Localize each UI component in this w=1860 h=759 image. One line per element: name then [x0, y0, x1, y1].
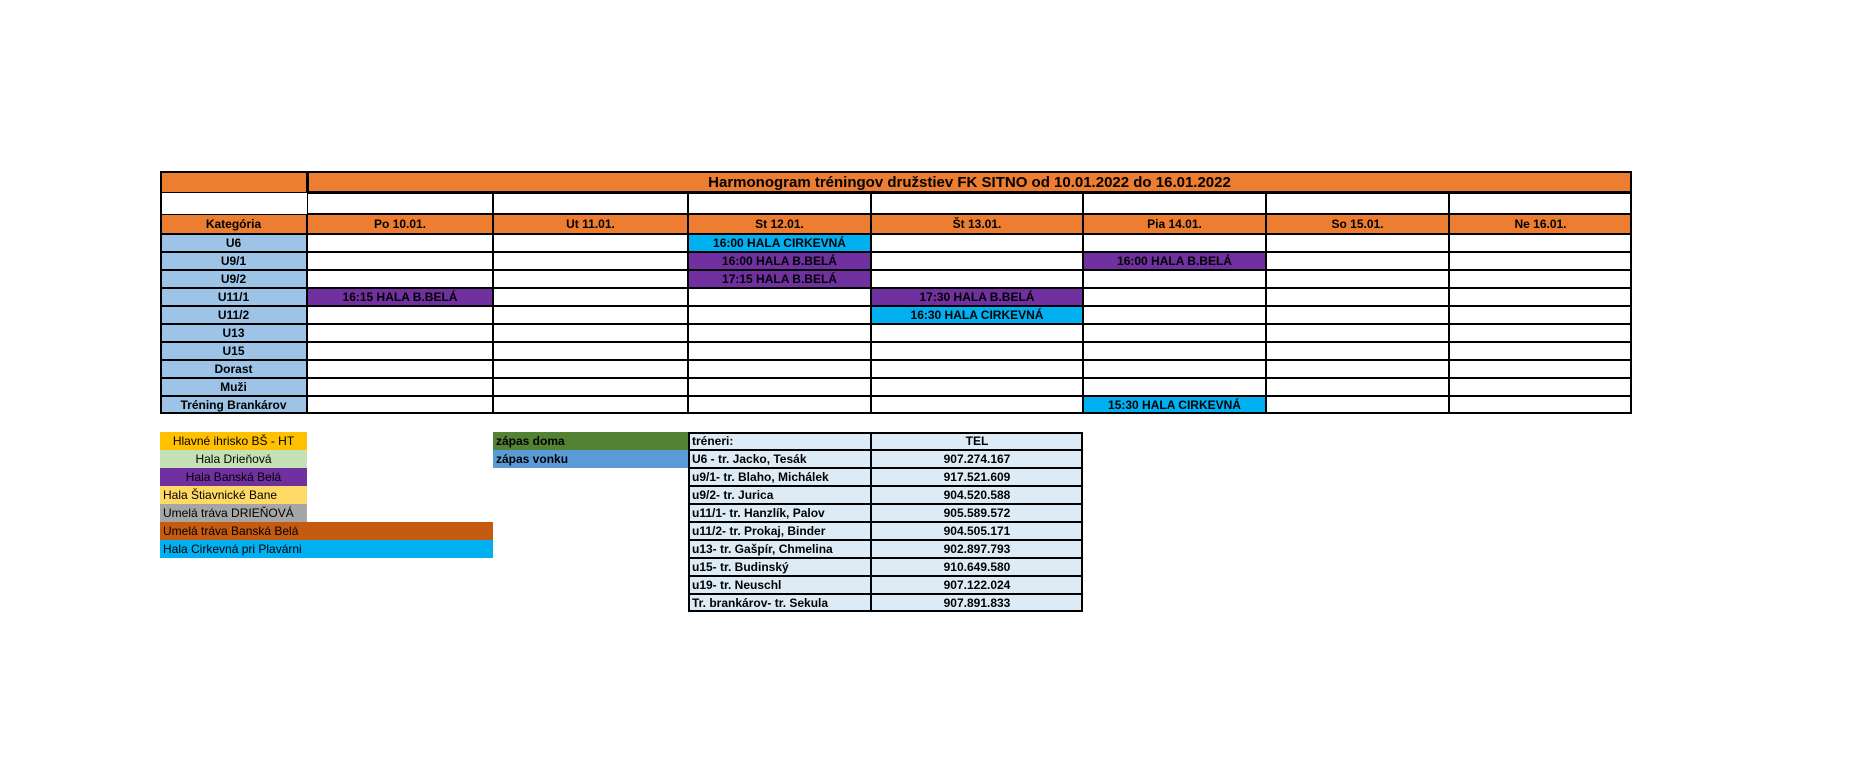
blank-cell — [1449, 193, 1632, 214]
schedule-cell — [307, 270, 493, 288]
trainer-phone: 907.891.833 — [871, 594, 1083, 612]
schedule-cell — [1449, 342, 1632, 360]
venue-legend-item: Hlavné ihrisko BŠ - HT — [160, 432, 307, 450]
schedule-cell — [493, 234, 688, 252]
schedule-cell — [1449, 360, 1632, 378]
schedule-cell — [307, 306, 493, 324]
trainers-header: tréneri: — [688, 432, 871, 450]
schedule-cell — [1083, 234, 1266, 252]
schedule-cell — [871, 324, 1083, 342]
schedule-cell — [688, 360, 871, 378]
schedule-cell — [1266, 360, 1449, 378]
venue-legend-item: Hala Banská Belá — [160, 468, 307, 486]
schedule-cell — [1266, 234, 1449, 252]
trainer-name: u13- tr. Gašpír, Chmelina — [688, 540, 871, 558]
blank-cell — [160, 193, 307, 214]
schedule-cell — [307, 342, 493, 360]
schedule-cell — [1266, 378, 1449, 396]
blank-cell — [307, 193, 493, 214]
schedule-cell — [1266, 396, 1449, 414]
schedule-cell — [688, 396, 871, 414]
schedule-cell — [1449, 378, 1632, 396]
category-cell: Dorast — [160, 360, 307, 378]
training-slot: 16:00 HALA B.BELÁ — [688, 252, 871, 270]
category-cell: U9/1 — [160, 252, 307, 270]
venue-legend-item: Hala Štiavnické Bane — [160, 486, 307, 504]
training-slot: 16:00 HALA CIRKEVNÁ — [688, 234, 871, 252]
tel-header: TEL — [871, 432, 1083, 450]
category-header: Kategória — [160, 214, 307, 234]
day-header: So 15.01. — [1266, 214, 1449, 234]
schedule-cell — [1083, 306, 1266, 324]
schedule-cell — [871, 270, 1083, 288]
schedule-cell — [1449, 324, 1632, 342]
schedule-cell — [493, 306, 688, 324]
blank-cell — [1083, 193, 1266, 214]
schedule-cell — [688, 342, 871, 360]
schedule-cell — [307, 252, 493, 270]
schedule-cell — [1083, 270, 1266, 288]
schedule-cell — [1449, 396, 1632, 414]
trainer-phone: 904.520.588 — [871, 486, 1083, 504]
trainer-phone: 917.521.609 — [871, 468, 1083, 486]
schedule-cell — [871, 342, 1083, 360]
schedule-cell — [1083, 378, 1266, 396]
schedule-cell — [307, 378, 493, 396]
schedule-cell — [688, 288, 871, 306]
category-cell: Tréning Brankárov — [160, 396, 307, 414]
category-cell: U13 — [160, 324, 307, 342]
blank-cell — [493, 193, 688, 214]
schedule-cell — [1266, 288, 1449, 306]
schedule-cell — [871, 252, 1083, 270]
schedule-cell — [688, 324, 871, 342]
schedule-cell — [1266, 270, 1449, 288]
venue-legend-item: Hala Drieňová — [160, 450, 307, 468]
blank-cell — [871, 193, 1083, 214]
training-slot: 16:15 HALA B.BELÁ — [307, 288, 493, 306]
schedule-cell — [688, 306, 871, 324]
schedule-cell — [1449, 306, 1632, 324]
trainer-name: u11/2- tr. Prokaj, Binder — [688, 522, 871, 540]
match-legend-item: zápas doma — [493, 432, 688, 450]
schedule-cell — [1449, 288, 1632, 306]
schedule-cell — [307, 360, 493, 378]
schedule-cell — [1449, 234, 1632, 252]
training-slot: 16:30 HALA CIRKEVNÁ — [871, 306, 1083, 324]
schedule-cell — [1083, 288, 1266, 306]
title-corner-cell — [160, 171, 307, 193]
venue-legend-item: Umelá tráva Banská Belá — [160, 522, 493, 540]
training-slot: 16:00 HALA B.BELÁ — [1083, 252, 1266, 270]
category-cell: U6 — [160, 234, 307, 252]
schedule-cell — [871, 360, 1083, 378]
schedule-cell — [493, 396, 688, 414]
category-cell: U11/1 — [160, 288, 307, 306]
schedule-cell — [493, 288, 688, 306]
schedule-cell — [1083, 324, 1266, 342]
match-legend-item: zápas vonku — [493, 450, 688, 468]
schedule-cell — [493, 378, 688, 396]
schedule-cell — [688, 378, 871, 396]
trainer-name: u11/1- tr. Hanzlík, Palov — [688, 504, 871, 522]
schedule-cell — [1449, 252, 1632, 270]
day-header: Ne 16.01. — [1449, 214, 1632, 234]
schedule-cell — [307, 396, 493, 414]
schedule-cell — [493, 360, 688, 378]
trainer-phone: 910.649.580 — [871, 558, 1083, 576]
day-header: Po 10.01. — [307, 214, 493, 234]
schedule-cell — [1266, 306, 1449, 324]
blank-cell — [1266, 193, 1449, 214]
schedule-cell — [493, 342, 688, 360]
schedule-cell — [1266, 342, 1449, 360]
schedule-cell — [871, 378, 1083, 396]
trainer-phone: 907.274.167 — [871, 450, 1083, 468]
trainer-phone: 905.589.572 — [871, 504, 1083, 522]
category-cell: U15 — [160, 342, 307, 360]
trainer-name: u9/1- tr. Blaho, Michálek — [688, 468, 871, 486]
schedule-cell — [493, 252, 688, 270]
category-cell: U11/2 — [160, 306, 307, 324]
schedule-cell — [871, 396, 1083, 414]
schedule-cell — [1449, 270, 1632, 288]
trainer-name: u15- tr. Budinský — [688, 558, 871, 576]
venue-legend-item: Umelá tráva DRIEŇOVÁ — [160, 504, 307, 522]
schedule-cell — [493, 324, 688, 342]
trainer-phone: 902.897.793 — [871, 540, 1083, 558]
schedule-cell — [1266, 252, 1449, 270]
trainer-phone: 904.505.171 — [871, 522, 1083, 540]
category-cell: Muži — [160, 378, 307, 396]
day-header: Pia 14.01. — [1083, 214, 1266, 234]
schedule-cell — [307, 324, 493, 342]
schedule-cell — [1083, 342, 1266, 360]
training-slot: 17:30 HALA B.BELÁ — [871, 288, 1083, 306]
schedule-cell — [493, 270, 688, 288]
trainer-phone: 907.122.024 — [871, 576, 1083, 594]
schedule-title: Harmonogram tréningov družstiev FK SITNO od 10.01.2022 do 16.01.2022 — [307, 171, 1632, 193]
day-header: Ut 11.01. — [493, 214, 688, 234]
trainer-name: u19- tr. Neuschl — [688, 576, 871, 594]
training-slot: 17:15 HALA B.BELÁ — [688, 270, 871, 288]
schedule-cell — [307, 234, 493, 252]
category-cell: U9/2 — [160, 270, 307, 288]
training-slot: 15:30 HALA CIRKEVNÁ — [1083, 396, 1266, 414]
venue-legend-item: Hala Cirkevná pri Plavárni — [160, 540, 493, 558]
blank-cell — [688, 414, 871, 432]
blank-cell — [688, 193, 871, 214]
schedule-cell — [1083, 360, 1266, 378]
trainer-name: Tr. brankárov- tr. Sekula — [688, 594, 871, 612]
schedule-cell — [871, 234, 1083, 252]
trainer-name: u9/2- tr. Jurica — [688, 486, 871, 504]
schedule-cell — [1266, 324, 1449, 342]
trainer-name: U6 - tr. Jacko, Tesák — [688, 450, 871, 468]
day-header: Št 13.01. — [871, 214, 1083, 234]
day-header: St 12.01. — [688, 214, 871, 234]
